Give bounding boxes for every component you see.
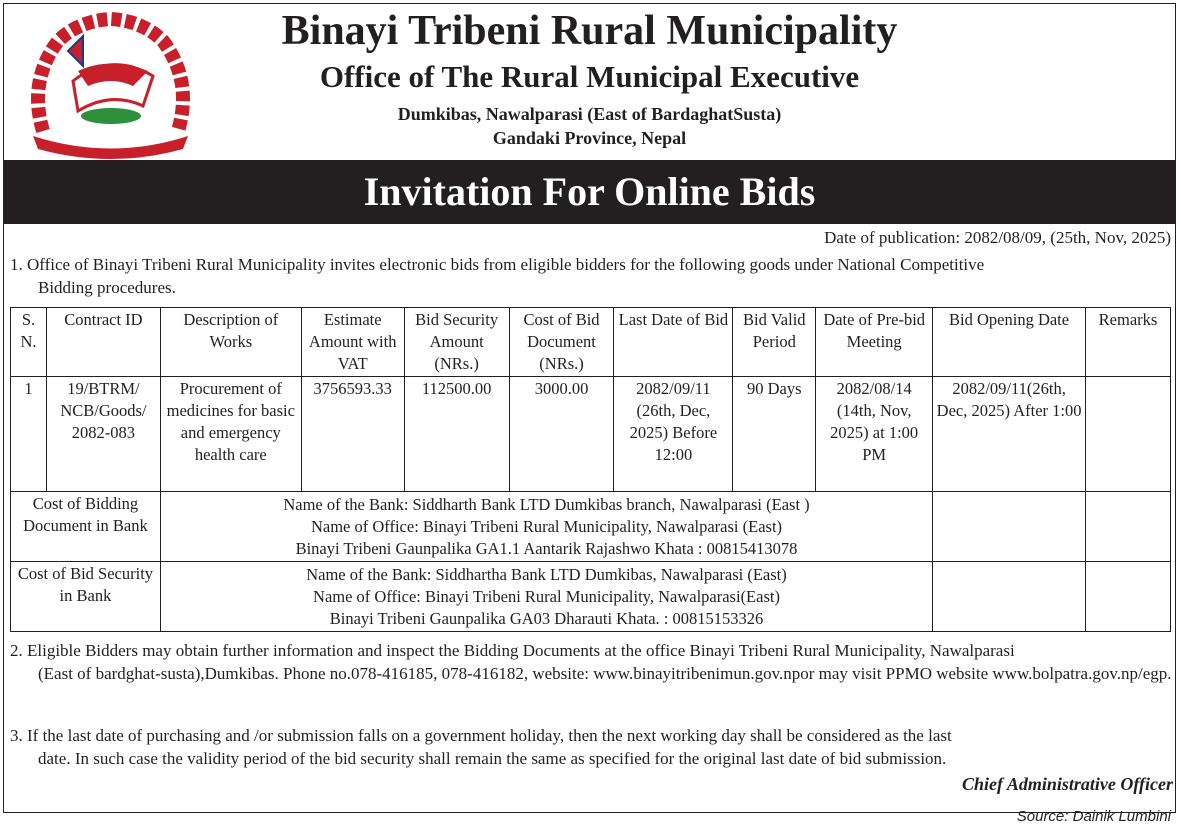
paragraph-2-first: 2. Eligible Bidders may obtain further information and inspect the Bidding Documents at the office Binayi Tribeni Rural Municipality, Nawalparasi (10, 641, 1015, 660)
cell-last-date: 2082/09/11 (26th, Dec, 2025) Before 12:00 (614, 377, 733, 492)
bank-line: Binayi Tribeni Gaunpalika GA03 Dharauti Khata. : 00815153326 (329, 608, 764, 628)
signature: Chief Administrative Officer (962, 774, 1173, 794)
paragraph-1-first: 1. Office of Binayi Tribeni Rural Municipality invites electronic bids from eligible bidders for the following goods under National Competitive (10, 255, 985, 274)
empty-cell (1086, 492, 1171, 562)
paragraph-2-rest: (East of bardghat-susta),Dumkibas. Phone no.078-416185, 078-416182, website: www.binayitribenimun.gov.npor may visit PPMO website www.bolpatra.gov.np/egp. (38, 663, 1172, 683)
bank-line: Name of Office: Binayi Tribeni Rural Municipality, Nawalparasi (East) (310, 516, 783, 536)
bank-row-document (11, 492, 1171, 562)
header-cell: Remarks (1086, 308, 1171, 377)
municipality-title: Binayi Tribeni Rural Municipality (281, 8, 898, 54)
header-cell: Estimate Amount with VAT (301, 308, 404, 377)
header-cell: Date of Pre-bid Meeting (816, 308, 933, 377)
bid-table (10, 307, 1171, 632)
paragraph-1-rest: Bidding procedures. (38, 277, 176, 297)
cell-estimate: 3756593.33 (301, 377, 404, 492)
cell-contract-id: 19/BTRM/ NCB/Goods/ 2082-083 (46, 377, 160, 492)
paragraph-3 (10, 725, 1173, 770)
notice-header (3, 3, 1176, 160)
paragraph-1 (10, 254, 1173, 299)
empty-cell (1086, 562, 1171, 632)
bank-line: Name of Office: Binayi Tribeni Rural Municipality, Nawalparasi(East) (313, 586, 780, 606)
empty-cell (933, 562, 1086, 632)
bank-row-details (160, 492, 932, 562)
bank-row-security (11, 562, 1171, 632)
cell-doc-cost: 3000.00 (509, 377, 614, 492)
table-header-row (11, 308, 1171, 377)
bank-line: Name of the Bank: Siddharth Bank LTD Dumkibas branch, Nawalparasi (East ) (283, 494, 810, 514)
header-cell: Bid Security Amount (NRs.) (404, 308, 509, 377)
empty-cell (933, 492, 1086, 562)
cell-sn: 1 (11, 377, 47, 492)
publication-date: Date of publication: 2082/08/09, (25th, Nov, 2025) (824, 228, 1171, 247)
header-cell: Contract ID (46, 308, 160, 377)
cell-prebid: 2082/08/14 (14th, Nov, 2025) at 1:00 PM (816, 377, 933, 492)
table-row (11, 377, 1171, 492)
source-credit: Source: Dainik Lumbini (1016, 808, 1171, 825)
bank-row-label: Cost of Bidding Document in Bank (11, 492, 161, 562)
bank-line: Binayi Tribeni Gaunpalika GA1.1 Aantarik Rajashwo Khata : 00815413078 (295, 538, 798, 558)
header-cell: Last Date of Bid (614, 308, 733, 377)
header-cell: Cost of Bid Document (NRs.) (509, 308, 614, 377)
cell-bid-security: 112500.00 (404, 377, 509, 492)
header-cell: Description of Works (160, 308, 301, 377)
address-line-1: Dumkibas, Nawalparasi (East of BardaghatSusta) (397, 104, 782, 124)
paragraph-2 (10, 640, 1173, 685)
header-cell: S. N. (11, 308, 47, 377)
bank-row-details (160, 562, 932, 632)
cell-valid-period: 90 Days (733, 377, 816, 492)
header-cell: Bid Valid Period (733, 308, 816, 377)
cell-description: Procurement of medicines for basic and emergency health care (160, 377, 301, 492)
bank-line: Name of the Bank: Siddhartha Bank LTD Dumkibas, Nawalparasi (East) (306, 564, 787, 584)
header-cell: Bid Opening Date (933, 308, 1086, 377)
paragraph-3-first: 3. If the last date of purchasing and /or submission falls on a government holiday, then the next working day shall be considered as the last (10, 726, 952, 745)
paragraph-3-rest: date. In such case the validity period of the bid security shall remain the same as specified for the original last date of bid submission. (38, 748, 947, 768)
bank-row-label: Cost of Bid Security in Bank (11, 562, 161, 632)
address-line-2: Gandaki Province, Nepal (492, 128, 687, 148)
notice-banner: Invitation For Online Bids (3, 160, 1176, 224)
cell-opening: 2082/09/11(26th, Dec, 2025) After 1:00 (933, 377, 1086, 492)
office-subtitle: Office of The Rural Municipal Executive (319, 59, 860, 94)
cell-remarks (1086, 377, 1171, 492)
